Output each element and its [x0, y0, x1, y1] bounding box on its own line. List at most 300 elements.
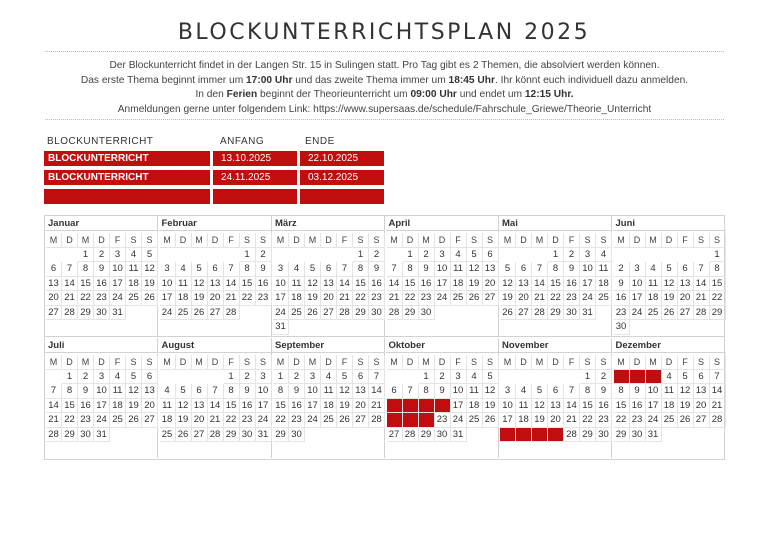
day-cell: 1 [273, 370, 289, 385]
day-cell: 22 [224, 413, 240, 428]
day-cell: 30 [630, 428, 646, 443]
day-cell: 20 [321, 291, 337, 306]
day-cell: 7 [62, 262, 78, 277]
day-cell: 29 [62, 428, 78, 443]
day-cell: 8 [419, 384, 435, 399]
day-cell: 17 [451, 399, 467, 414]
day-cell: 23 [94, 291, 110, 306]
day-cell: 17 [94, 399, 110, 414]
day-cell: 20 [548, 413, 564, 428]
day-cell: 25 [467, 413, 483, 428]
day-cell: 20 [483, 277, 499, 292]
day-cell: 21 [694, 291, 710, 306]
day-cell: 14 [564, 399, 580, 414]
day-cell-block: 15 [419, 399, 435, 414]
day-cell: 14 [208, 399, 224, 414]
day-cell: 8 [403, 262, 419, 277]
weekday-label: S [580, 233, 596, 248]
day-cell: 27 [516, 306, 532, 321]
weekday-label: M [78, 355, 94, 370]
day-cell: 17 [273, 291, 289, 306]
day-cell: 28 [710, 413, 726, 428]
day-cell: 19 [662, 291, 678, 306]
block-name [44, 189, 210, 204]
day-cell: 15 [614, 399, 630, 414]
day-cell: 15 [353, 277, 369, 292]
day-cell: 30 [564, 306, 580, 321]
day-cell: 7 [387, 262, 403, 277]
month-märz [272, 216, 385, 336]
day-cell: 19 [305, 291, 321, 306]
day-cell: 6 [208, 262, 224, 277]
day-cell: 8 [273, 384, 289, 399]
weekday-label: F [564, 233, 580, 248]
weekday-label: D [630, 233, 646, 248]
block-name: BLOCKUNTERRICHT [44, 170, 210, 185]
weekday-label: S [369, 355, 385, 370]
day-cell: 27 [46, 306, 62, 321]
day-cell: 3 [110, 248, 126, 263]
day-cell: 26 [662, 306, 678, 321]
day-cell: 24 [580, 291, 596, 306]
day-cell: 29 [273, 428, 289, 443]
day-cell: 7 [694, 262, 710, 277]
block-row [44, 170, 384, 185]
day-cell: 17 [305, 399, 321, 414]
day-cell: 26 [467, 291, 483, 306]
day-cell: 2 [419, 248, 435, 263]
day-cell: 1 [548, 248, 564, 263]
day-cell: 15 [78, 277, 94, 292]
intro-line-2: Das erste Thema beginnt immer um 17:00 Uhr und das zweite Thema immer um 18:45 Uhr. Ihr könnt euch individuell dazu anmelden. [80, 74, 689, 86]
day-cell: 4 [451, 248, 467, 263]
day-cell: 9 [289, 384, 305, 399]
weekday-label: F [451, 233, 467, 248]
day-cell: 26 [500, 306, 516, 321]
day-cell: 12 [176, 399, 192, 414]
day-cell: 14 [694, 277, 710, 292]
weekday-label: D [94, 233, 110, 248]
day-cell: 5 [142, 248, 158, 263]
block-name: BLOCKUNTERRICHT [44, 151, 210, 166]
day-cell: 30 [596, 428, 612, 443]
day-cell: 29 [614, 428, 630, 443]
day-cell: 10 [110, 262, 126, 277]
day-cell: 10 [500, 399, 516, 414]
day-cell: 7 [46, 384, 62, 399]
day-cell: 20 [694, 399, 710, 414]
day-cell: 21 [224, 291, 240, 306]
day-cell: 15 [403, 277, 419, 292]
title-divider [45, 51, 724, 52]
weekday-label: S [483, 233, 499, 248]
day-cell: 3 [580, 248, 596, 263]
weekday-label: F [678, 355, 694, 370]
day-cell: 6 [321, 262, 337, 277]
weekday-label: S [467, 355, 483, 370]
day-cell: 13 [694, 384, 710, 399]
day-cell: 15 [548, 277, 564, 292]
day-cell: 7 [208, 384, 224, 399]
day-cell: 17 [500, 413, 516, 428]
weekday-label: D [62, 355, 78, 370]
day-cell: 31 [273, 320, 289, 335]
day-cell: 20 [46, 291, 62, 306]
day-cell: 16 [419, 277, 435, 292]
day-cell: 12 [483, 384, 499, 399]
weekday-label: M [419, 355, 435, 370]
day-cell: 10 [451, 384, 467, 399]
day-cell: 16 [256, 277, 272, 292]
day-cell-block: 13 [387, 399, 403, 414]
day-cell: 13 [516, 277, 532, 292]
day-cell: 9 [78, 384, 94, 399]
day-cell: 13 [46, 277, 62, 292]
block-end: 22.10.2025 [300, 151, 384, 166]
day-cell: 25 [126, 291, 142, 306]
day-cell: 9 [564, 262, 580, 277]
day-cell: 10 [94, 384, 110, 399]
day-cell: 28 [532, 306, 548, 321]
day-cell: 23 [289, 413, 305, 428]
day-cell: 29 [403, 306, 419, 321]
day-cell: 24 [646, 413, 662, 428]
weekday-label: D [208, 355, 224, 370]
day-cell: 28 [564, 428, 580, 443]
day-cell: 13 [353, 384, 369, 399]
day-cell: 23 [256, 291, 272, 306]
day-cell: 2 [614, 262, 630, 277]
day-cell: 18 [516, 413, 532, 428]
day-cell: 11 [176, 277, 192, 292]
day-cell: 24 [435, 291, 451, 306]
day-cell: 17 [580, 277, 596, 292]
day-cell: 24 [160, 306, 176, 321]
weekday-label: F [451, 355, 467, 370]
day-cell-block: 14 [403, 399, 419, 414]
day-cell: 12 [126, 384, 142, 399]
day-cell: 24 [630, 306, 646, 321]
weekday-label: S [483, 355, 499, 370]
block-end [300, 189, 384, 204]
day-cell-block: 16 [435, 399, 451, 414]
day-cell: 8 [78, 262, 94, 277]
day-cell: 22 [62, 413, 78, 428]
month-januar [45, 216, 158, 336]
month-name: Mai [499, 216, 611, 231]
day-cell: 27 [321, 306, 337, 321]
weekday-label: M [273, 233, 289, 248]
weekday-label: M [614, 355, 630, 370]
day-cell: 16 [630, 399, 646, 414]
day-cell: 3 [94, 370, 110, 385]
day-cell: 24 [273, 306, 289, 321]
day-cell: 10 [630, 277, 646, 292]
day-cell: 16 [94, 277, 110, 292]
day-cell: 23 [240, 413, 256, 428]
weekday-label: F [224, 233, 240, 248]
day-cell: 9 [614, 277, 630, 292]
day-cell: 28 [337, 306, 353, 321]
day-cell: 4 [662, 370, 678, 385]
day-cell: 30 [369, 306, 385, 321]
day-cell: 31 [451, 428, 467, 443]
day-cell-block: 20 [387, 413, 403, 428]
day-cell: 3 [256, 370, 272, 385]
weekday-label: D [548, 355, 564, 370]
day-cell: 27 [208, 306, 224, 321]
day-cell: 1 [710, 248, 726, 263]
day-cell: 10 [305, 384, 321, 399]
month-februar [159, 216, 272, 336]
month-name: April [386, 216, 498, 231]
day-cell: 3 [160, 262, 176, 277]
day-cell: 30 [94, 306, 110, 321]
day-cell: 31 [94, 428, 110, 443]
day-cell: 2 [435, 370, 451, 385]
day-cell: 7 [337, 262, 353, 277]
day-cell: 6 [142, 370, 158, 385]
day-cell: 13 [548, 399, 564, 414]
weekday-label: S [353, 233, 369, 248]
day-cell: 27 [192, 428, 208, 443]
weekday-label: D [516, 355, 532, 370]
block-start [213, 189, 297, 204]
day-cell: 18 [126, 277, 142, 292]
day-cell: 12 [305, 277, 321, 292]
day-cell: 2 [240, 370, 256, 385]
day-cell: 11 [126, 262, 142, 277]
weekday-label: S [710, 355, 726, 370]
weekday-label: M [160, 233, 176, 248]
day-cell: 1 [78, 248, 94, 263]
day-cell: 31 [580, 306, 596, 321]
day-cell: 30 [435, 428, 451, 443]
day-cell: 25 [646, 306, 662, 321]
day-cell: 6 [548, 384, 564, 399]
day-cell: 3 [630, 262, 646, 277]
day-cell: 18 [110, 399, 126, 414]
day-cell: 30 [240, 428, 256, 443]
day-cell: 14 [62, 277, 78, 292]
day-cell: 10 [160, 277, 176, 292]
day-cell: 20 [208, 291, 224, 306]
day-cell: 26 [192, 306, 208, 321]
day-cell: 28 [694, 306, 710, 321]
day-cell: 8 [224, 384, 240, 399]
header-anfang: ANFANG [220, 136, 265, 147]
day-cell: 27 [387, 428, 403, 443]
day-cell: 23 [564, 291, 580, 306]
weekday-label: F [337, 355, 353, 370]
day-cell: 12 [678, 384, 694, 399]
day-cell: 7 [369, 370, 385, 385]
day-cell: 4 [126, 248, 142, 263]
day-cell: 8 [240, 262, 256, 277]
day-cell: 3 [305, 370, 321, 385]
day-cell: 22 [240, 291, 256, 306]
day-cell: 25 [662, 413, 678, 428]
day-cell: 8 [353, 262, 369, 277]
day-cell: 6 [516, 262, 532, 277]
day-cell: 23 [596, 413, 612, 428]
weekday-label: D [630, 355, 646, 370]
weekday-label: F [110, 355, 126, 370]
day-cell: 29 [353, 306, 369, 321]
weekday-label: D [321, 233, 337, 248]
day-cell: 27 [353, 413, 369, 428]
header-blockunterricht: BLOCKUNTERRICHT [47, 136, 154, 147]
day-cell: 11 [646, 277, 662, 292]
weekday-label: D [94, 355, 110, 370]
day-cell: 21 [564, 413, 580, 428]
day-cell: 9 [419, 262, 435, 277]
day-cell: 8 [548, 262, 564, 277]
day-cell: 1 [580, 370, 596, 385]
day-cell: 15 [273, 399, 289, 414]
weekday-label: S [142, 355, 158, 370]
day-cell: 25 [321, 413, 337, 428]
day-cell: 16 [369, 277, 385, 292]
weekday-label: M [387, 355, 403, 370]
intro-line-4[interactable]: Anmeldungen gerne unter folgendem Link: https://www.supersaas.de/schedule/Fahrschule_Griewe/Theorie_Unterricht [117, 103, 652, 115]
weekday-label: D [176, 233, 192, 248]
day-cell: 25 [289, 306, 305, 321]
day-cell: 25 [160, 428, 176, 443]
day-cell: 19 [678, 399, 694, 414]
day-cell: 2 [596, 370, 612, 385]
weekday-label: F [110, 233, 126, 248]
day-cell: 8 [62, 384, 78, 399]
month-name: Juli [45, 338, 157, 353]
day-cell: 28 [224, 306, 240, 321]
day-cell: 22 [273, 413, 289, 428]
month-name: August [159, 338, 271, 353]
day-cell: 24 [256, 413, 272, 428]
day-cell: 22 [548, 291, 564, 306]
weekday-label: S [353, 355, 369, 370]
day-cell: 4 [176, 262, 192, 277]
day-cell: 28 [369, 413, 385, 428]
day-cell: 14 [369, 384, 385, 399]
day-cell: 1 [240, 248, 256, 263]
day-cell: 29 [78, 306, 94, 321]
day-cell: 5 [337, 370, 353, 385]
day-cell: 20 [516, 291, 532, 306]
weekday-label: M [646, 233, 662, 248]
day-cell: 24 [305, 413, 321, 428]
weekday-label: M [160, 355, 176, 370]
page-title: BLOCKUNTERRICHTSPLAN 2025 [177, 20, 591, 45]
day-cell: 24 [94, 413, 110, 428]
day-cell-block: 27 [548, 428, 564, 443]
day-cell: 31 [256, 428, 272, 443]
intro-divider [45, 119, 724, 120]
day-cell: 20 [678, 291, 694, 306]
weekday-label: D [662, 355, 678, 370]
day-cell: 26 [142, 291, 158, 306]
day-cell: 16 [289, 399, 305, 414]
day-cell: 22 [403, 291, 419, 306]
day-cell: 14 [532, 277, 548, 292]
month-september [272, 338, 385, 458]
day-cell: 21 [387, 291, 403, 306]
day-cell: 16 [614, 291, 630, 306]
day-cell: 27 [694, 413, 710, 428]
day-cell: 12 [192, 277, 208, 292]
day-cell: 9 [630, 384, 646, 399]
day-cell: 7 [532, 262, 548, 277]
day-cell: 18 [596, 277, 612, 292]
weekday-label: S [694, 233, 710, 248]
day-cell: 9 [435, 384, 451, 399]
month-name: Oktober [386, 338, 498, 353]
day-cell: 4 [467, 370, 483, 385]
day-cell: 13 [192, 399, 208, 414]
day-cell: 31 [110, 306, 126, 321]
weekday-label: D [289, 233, 305, 248]
day-cell: 4 [596, 248, 612, 263]
day-cell: 6 [46, 262, 62, 277]
day-cell-block: 21 [403, 413, 419, 428]
day-cell: 23 [614, 306, 630, 321]
day-cell: 5 [662, 262, 678, 277]
weekday-label: S [467, 233, 483, 248]
day-cell: 15 [580, 399, 596, 414]
month-oktober [386, 338, 499, 458]
day-cell: 19 [176, 413, 192, 428]
day-cell: 18 [451, 277, 467, 292]
day-cell: 14 [710, 384, 726, 399]
weekday-label: S [240, 355, 256, 370]
day-cell: 2 [94, 248, 110, 263]
day-cell: 19 [192, 291, 208, 306]
day-cell: 16 [564, 277, 580, 292]
weekday-label: S [596, 233, 612, 248]
day-cell: 12 [500, 277, 516, 292]
day-cell: 11 [289, 277, 305, 292]
day-cell: 1 [353, 248, 369, 263]
day-cell: 21 [710, 399, 726, 414]
day-cell: 1 [62, 370, 78, 385]
day-cell: 14 [387, 277, 403, 292]
day-cell: 28 [403, 428, 419, 443]
day-cell-block: 25 [516, 428, 532, 443]
day-cell: 5 [126, 370, 142, 385]
intro-line-1: Der Blockunterricht findet in der Langen Str. 15 in Sulingen statt. Pro Tag gibt es 2 Themen, die absolviert werden können. [109, 60, 660, 71]
weekday-label: M [500, 355, 516, 370]
weekday-label: M [532, 355, 548, 370]
day-cell: 16 [78, 399, 94, 414]
day-cell: 15 [62, 399, 78, 414]
weekday-label: F [337, 233, 353, 248]
day-cell: 26 [678, 413, 694, 428]
day-cell: 30 [614, 320, 630, 335]
day-cell: 4 [516, 384, 532, 399]
calendar-row-divider [45, 336, 724, 337]
day-cell: 2 [564, 248, 580, 263]
day-cell: 12 [337, 384, 353, 399]
day-cell: 14 [337, 277, 353, 292]
weekday-label: S [710, 233, 726, 248]
day-cell: 10 [256, 384, 272, 399]
weekday-label: D [403, 233, 419, 248]
day-cell: 10 [646, 384, 662, 399]
day-cell: 24 [110, 291, 126, 306]
weekday-label: M [305, 355, 321, 370]
month-april [386, 216, 499, 336]
day-cell: 25 [596, 291, 612, 306]
